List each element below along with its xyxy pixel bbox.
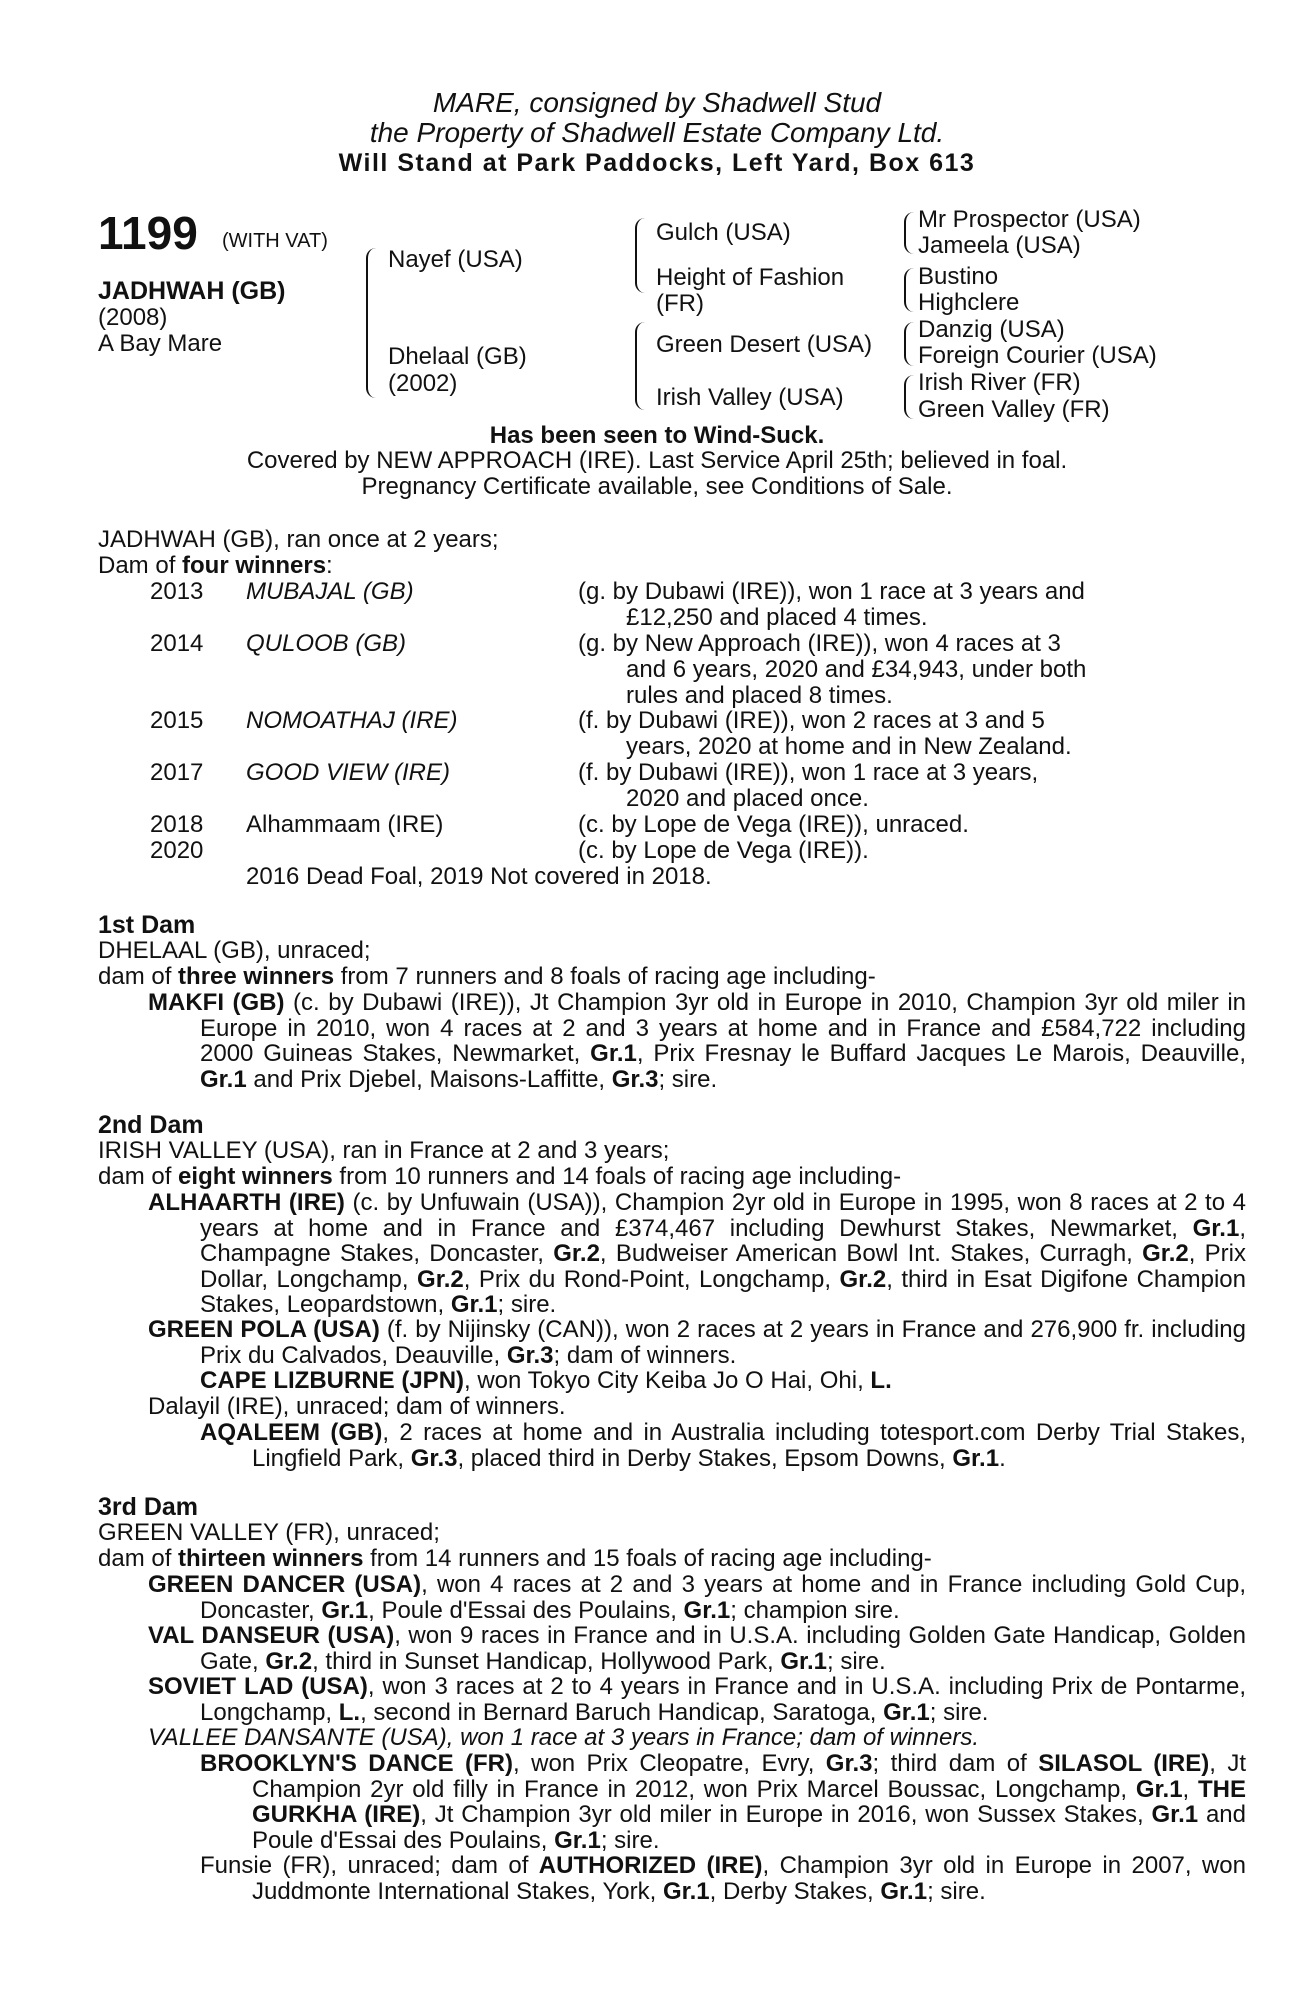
lot-vat: (WITH VAT)	[222, 230, 328, 252]
covered-note: Covered by NEW APPROACH (IRE). Last Service April 25th; believed in foal.	[246, 447, 1068, 474]
makfi-entry: MAKFI (GB) (c. by Dubawi (IRE)), Jt Champion 3yr old in Europe in 2010, Champion 3yr old miler in Europe in 2010, won 4 races at 2 and 3 years at home and in France and £584,722 including 2000 Guineas Stakes, Newmarket, Gr.1, Prix Fresnay le Buffard Jacques Le Marois, Deauville, Gr.1 and Prix Djebel, Maisons-Laffitte, Gr.3; sire.	[148, 989, 1247, 1093]
wind-suck-note: Has been seen to Wind-Suck.	[489, 422, 825, 449]
brooklyns-dance-entry: BROOKLYN'S DANCE (FR), won Prix Cleopatre, Evry, Gr.3; third dam of SILASOL (IRE), Jt Champion 2yr old filly in France in 2012, won Prix Marcel Boussac, Longchamp, Gr.1, THE GURKHA (IRE), Jt Champion 3yr old miler in Europe in 2016, won Sussex Stakes, Gr.1 and Poule d'Essai des Poulains, Gr.1; sire.	[200, 1750, 1247, 1854]
pedigree-sss: Mr Prospector (USA)	[918, 206, 1141, 233]
pedigree-bracket-ss	[904, 212, 914, 254]
produce-year: 2020	[150, 837, 204, 864]
pedigree-sds: Bustino	[918, 263, 999, 290]
produce-detail: (f. by Dubawi (IRE)), won 1 race at 3 years,	[578, 759, 1039, 786]
lot-name: JADHWAH (GB)	[98, 277, 286, 305]
produce-intro: JADHWAH (GB), ran once at 2 years;	[98, 526, 499, 553]
produce-detail: (f. by Dubawi (IRE)), won 2 races at 3 and 5	[578, 707, 1045, 734]
green-dancer-entry: GREEN DANCER (USA), won 4 races at 2 and 3 years at home and in France including Gold Cup, Doncaster, Gr.1, Poule d'Essai des Poulains, Gr.1; champion sire.	[148, 1571, 1247, 1624]
pedigree-sire-dam-2: (FR)	[656, 290, 704, 317]
val-danseur-entry: VAL DANSEUR (USA), won 9 races in France and in U.S.A. including Golden Gate Handicap, Golden Gate, Gr.2, third in Sunset Handicap, Hollywood Park, Gr.1; sire.	[148, 1622, 1247, 1675]
pedigree-sire: Nayef (USA)	[388, 246, 523, 273]
pedigree-dam-sire: Green Desert (USA)	[656, 331, 873, 358]
pedigree-dam: Dhelaal (GB)	[388, 343, 527, 370]
header-line-3: Will Stand at Park Paddocks, Left Yard, Box 613	[338, 149, 976, 177]
green-pola-entry: GREEN POLA (USA) (f. by Nijinsky (CAN)), won 2 races at 2 years in France and 276,900 fr. including Prix du Calvados, Deauville, Gr.3; dam of winners.	[148, 1316, 1246, 1369]
cape-lizburne-entry: CAPE LIZBURNE (JPN), won Tokyo City Keiba Jo O Hai, Ohi, L.	[200, 1367, 892, 1394]
produce-detail: 2020 and placed once.	[626, 785, 869, 812]
soviet-lad-entry: SOVIET LAD (USA), won 3 races at 2 to 4 years in France and in U.S.A. including Prix de Pontarme, Longchamp, L., second in Bernard Baruch Handicap, Saratoga, Gr.1; sire.	[148, 1673, 1246, 1726]
produce-detail: rules and placed 8 times.	[626, 682, 893, 709]
produce-year: 2018	[150, 811, 204, 838]
first-dam-heading: 1st Dam	[98, 911, 196, 939]
header-line-1: MARE, consigned by Shadwell Stud	[432, 87, 882, 118]
produce-year: 2015	[150, 707, 204, 734]
header-line-2: the Property of Shadwell Estate Company Ltd.	[369, 117, 945, 148]
produce-name: QULOOB (GB)	[246, 630, 407, 657]
pedigree-sire-sire: Gulch (USA)	[656, 219, 791, 246]
lot-year: (2008)	[98, 304, 168, 331]
produce-name: GOOD VIEW (IRE)	[246, 759, 450, 786]
pedigree-sire-dam: Height of Fashion	[656, 264, 845, 291]
lot-description: A Bay Mare	[98, 330, 223, 357]
first-dam-intro: DHELAAL (GB), unraced;	[98, 937, 371, 964]
produce-name: Alhammaam (IRE)	[246, 811, 444, 838]
produce-year: 2017	[150, 759, 204, 786]
pregnancy-note: Pregnancy Certificate available, see Conditions of Sale.	[361, 473, 953, 500]
produce-detail: years, 2020 at home and in New Zealand.	[626, 733, 1072, 760]
produce-name: NOMOATHAJ (IRE)	[246, 707, 458, 734]
pedigree-bracket-dd	[904, 375, 914, 419]
produce-detail: (g. by New Approach (IRE)), won 4 races at 3	[578, 630, 1061, 657]
pedigree-dsd: Foreign Courier (USA)	[918, 342, 1157, 369]
second-dam-heading: 2nd Dam	[98, 1111, 204, 1139]
pedigree-dam-dam: Irish Valley (USA)	[656, 384, 844, 411]
pedigree-dam-year: (2002)	[388, 370, 458, 397]
alhaarth-entry: ALHAARTH (IRE) (c. by Unfuwain (USA)), Champion 2yr old in Europe in 1995, won 8 races at 2 to 4 years at home and in France and £374,467 including Dewhurst Stakes, Newmarket, Gr.1, Champagne Stakes, Doncaster, Gr.2, Budweiser American Bowl Int. Stakes, Curragh, Gr.2, Prix Dollar, Longchamp, Gr.2, Prix du Rond-Point, Longchamp, Gr.2, third in Esat Digifone Champion Stakes, Leopardstown, Gr.1; sire.	[148, 1189, 1247, 1318]
produce-year: 2013	[150, 578, 204, 605]
produce-detail: and 6 years, 2020 and £34,943, under both	[626, 656, 1087, 683]
pedigree-dds: Irish River (FR)	[918, 369, 1081, 396]
pedigree-bracket-sd	[904, 268, 914, 312]
pedigree-bracket-ds	[904, 322, 914, 366]
third-dam-heading: 3rd Dam	[98, 1493, 199, 1521]
aqaleem-entry: AQALEEM (GB), 2 races at home and in Australia including totesport.com Derby Trial Stakes, Lingfield Park, Gr.3, placed third in Derby Stakes, Epsom Downs, Gr.1.	[200, 1419, 1246, 1472]
pedigree-dss: Danzig (USA)	[918, 316, 1065, 343]
produce-year: 2014	[150, 630, 204, 657]
third-dam-intro: GREEN VALLEY (FR), unraced;	[98, 1519, 440, 1546]
pedigree-ssd: Jameela (USA)	[918, 232, 1081, 259]
second-dam-summary: dam of eight winners from 10 runners and 14 foals of racing age including-	[98, 1163, 902, 1190]
third-dam-summary: dam of thirteen winners from 14 runners and 15 foals of racing age including-	[98, 1545, 932, 1572]
pedigree-bracket-sire	[635, 218, 647, 293]
produce-detail: (c. by Lope de Vega (IRE)), unraced.	[578, 811, 969, 838]
funsie-entry: Funsie (FR), unraced; dam of AUTHORIZED (IRE), Champion 3yr old in Europe in 2007, won Juddmonte International Stakes, York, Gr.1, Derby Stakes, Gr.1; sire.	[200, 1852, 1246, 1905]
vallee-dansante-entry: VALLEE DANSANTE (USA), won 1 race at 3 years in France; dam of winners.	[148, 1724, 979, 1751]
first-dam-summary: dam of three winners from 7 runners and 8 foals of racing age including-	[98, 963, 876, 990]
produce-detail: (g. by Dubawi (IRE)), won 1 race at 3 years and	[578, 578, 1085, 605]
second-dam-intro: IRISH VALLEY (USA), ran in France at 2 and 3 years;	[98, 1137, 670, 1164]
produce-name: MUBAJAL (GB)	[246, 578, 414, 605]
produce-dam-of: Dam of four winners:	[98, 552, 333, 579]
pedigree-bracket-gen1	[366, 248, 378, 398]
pedigree-ddd: Green Valley (FR)	[918, 396, 1110, 423]
pedigree-sdd: Highclere	[918, 289, 1020, 316]
lot-number: 1199	[98, 207, 198, 259]
produce-detail: £12,250 and placed 4 times.	[626, 604, 928, 631]
pedigree-bracket-dam	[635, 322, 647, 410]
produce-detail: (c. by Lope de Vega (IRE)).	[578, 837, 869, 864]
dalayil-entry: Dalayil (IRE), unraced; dam of winners.	[148, 1393, 566, 1420]
produce-footnote: 2016 Dead Foal, 2019 Not covered in 2018.	[246, 863, 712, 890]
